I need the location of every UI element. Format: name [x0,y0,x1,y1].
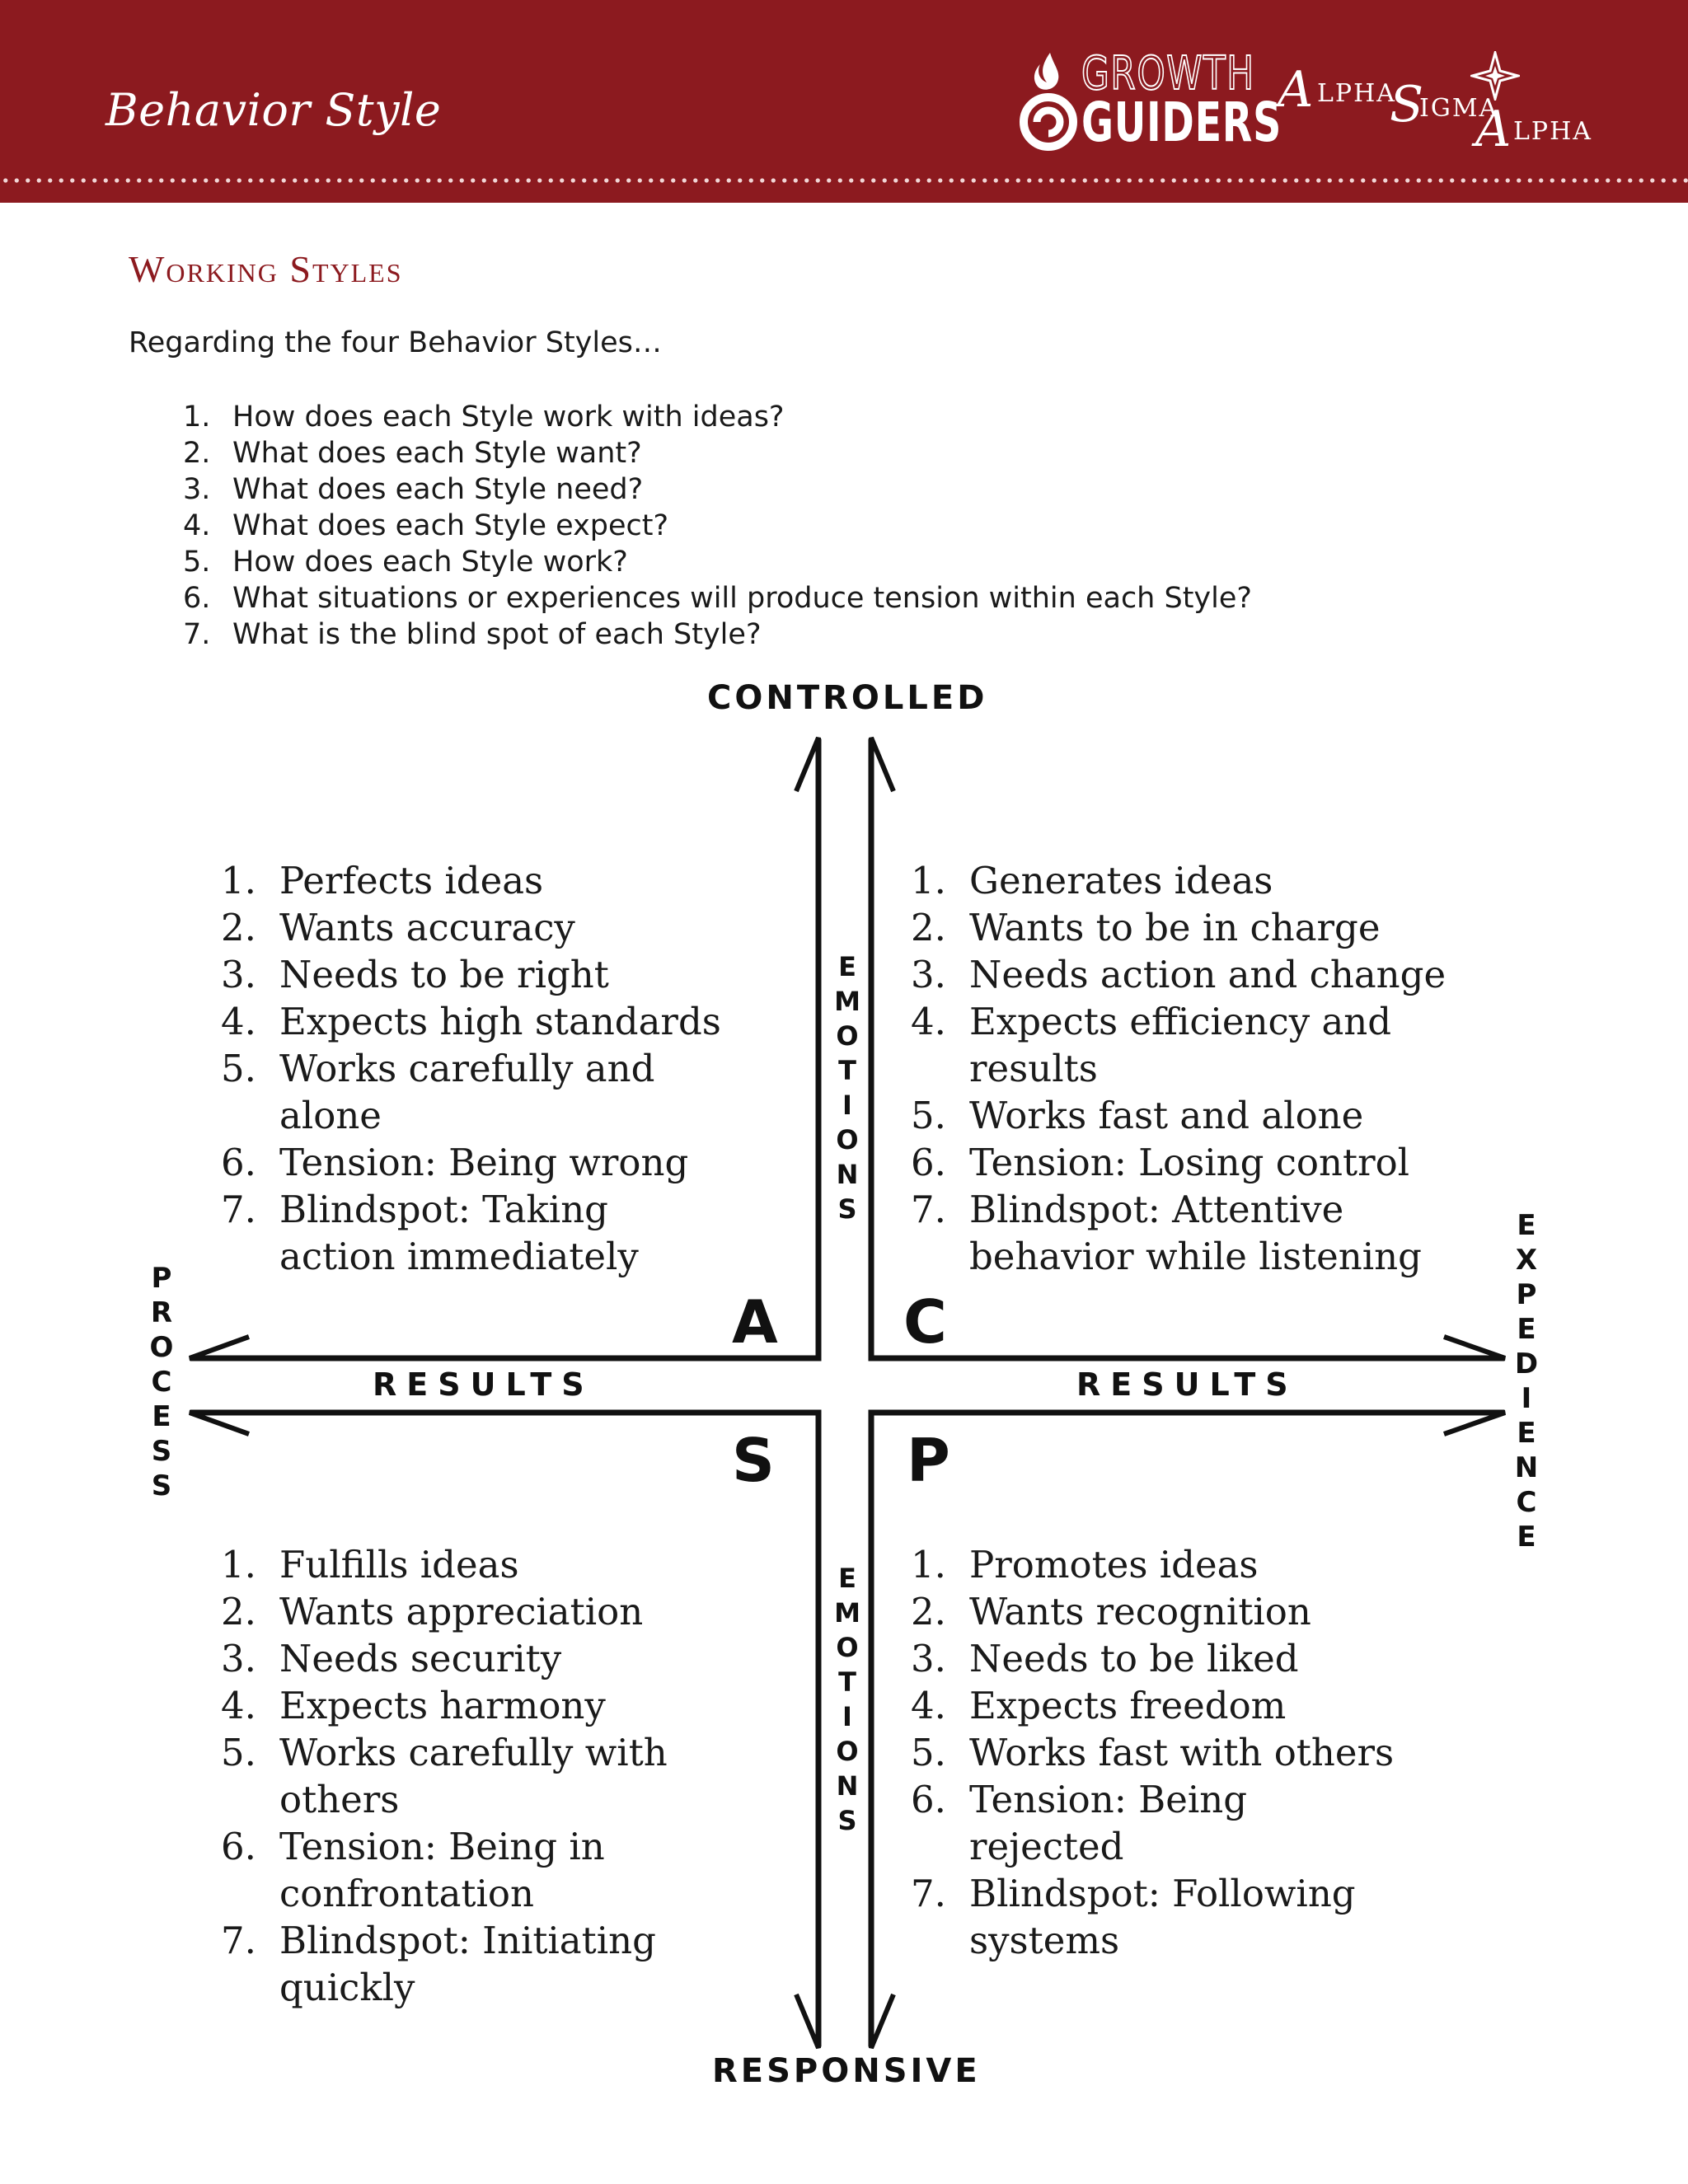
item-text: Tension: Losing control [969,1141,1410,1184]
arrowhead-top-right [871,738,893,791]
list-item [221,1045,748,1139]
emotions-letter: O [836,1632,859,1663]
expedience-letter: E [1517,1521,1536,1554]
item-text: Works carefully with others [279,1731,668,1821]
arrowhead-bottom-left [796,1994,818,2048]
arrowhead-bottom-right [871,1994,893,2048]
emotions-letter: N [836,1159,859,1190]
emotions-letter: M [834,986,860,1017]
item-text: Expects harmony [279,1684,606,1727]
item-text: Generates ideas [969,859,1273,902]
process-letter: S [151,1469,172,1502]
axis-label-emotions-top [831,949,864,1226]
item-number: 4. [221,1000,256,1043]
expedience-letter: D [1514,1347,1539,1380]
question-text: How does each Style work with ideas? [232,401,785,434]
quadrant-letter-c: C [903,1287,947,1357]
growth-guiders-logo-bottom: GUIDERS [1081,91,1282,154]
item-text: Works fast with others [969,1731,1395,1774]
quadrant-letter-a: A [732,1287,778,1357]
question-text: What does each Style need? [232,473,644,506]
item-number: 5. [911,1731,946,1774]
item-number: 3. [221,1637,256,1680]
question-number: 3. [183,473,211,506]
item-number: 2. [911,906,946,949]
emotions-letter: S [837,1805,857,1836]
item-text: Expects high standards [279,1000,721,1043]
quadrant-c-list [911,857,1504,1280]
expedience-letter: E [1517,1313,1536,1346]
item-text: Wants appreciation [279,1590,644,1633]
item-text: Perfects ideas [279,859,544,902]
list-item [221,1729,765,1823]
quadrant-letter-s: S [732,1426,775,1495]
item-number: 6. [221,1141,256,1184]
question-number: 1. [183,401,211,434]
question-number: 5. [183,546,211,579]
expedience-letter: P [1516,1278,1537,1311]
asa-logo-sigma-initial: S [1390,76,1424,134]
expedience-letter: C [1516,1486,1537,1519]
asa-logo-alpha-rest: LPHA [1317,79,1396,108]
item-number: 1. [221,859,256,902]
expedience-letter: E [1517,1417,1536,1450]
list-item [221,1682,765,1729]
emotions-letter: M [834,1597,860,1629]
item-number: 2. [221,1590,256,1633]
question-text: What situations or experiences will produce tension within each Style? [232,582,1252,615]
item-number: 6. [911,1778,946,1821]
item-number: 3. [911,953,946,996]
item-number: 2. [911,1590,946,1633]
question-text: What does each Style expect? [232,509,669,542]
item-text: Works fast and alone [969,1094,1364,1137]
item-text: Expects efficiency and results [969,1000,1392,1090]
list-item [221,1186,724,1280]
list-item [221,1541,765,1588]
list-item [911,904,1504,951]
item-number: 5. [911,1094,946,1137]
arrowhead-right-bottom [1444,1413,1505,1434]
list-item [911,1729,1504,1776]
intro-text: Regarding the four Behavior Styles… [129,326,662,359]
process-letter: E [152,1400,171,1433]
emotions-letter: S [837,1193,857,1225]
quadrant-letter-p: P [907,1426,950,1495]
axis-label-emotions-bottom [831,1561,864,1838]
item-text: Needs security [279,1637,562,1680]
question-number: 2. [183,437,211,470]
item-number: 1. [911,1543,946,1586]
section-title: Working Styles [129,248,403,290]
item-text: Blindspot: Taking action immediately [279,1188,639,1278]
list-item [221,1917,765,2011]
list-item [221,951,748,998]
quadrant-s-list [221,1541,765,2011]
question-number: 7. [183,618,211,651]
axis-label-results-left: RESULTS [373,1366,594,1403]
process-letter: P [151,1262,172,1295]
question-number: 4. [183,509,211,542]
expedience-letter: I [1521,1382,1532,1415]
item-number: 4. [221,1684,256,1727]
emotions-letter: O [836,1736,859,1767]
list-item [221,998,748,1045]
item-number: 5. [221,1047,256,1090]
axis-label-responsive: RESPONSIVE [712,2052,981,2090]
item-number: 7. [911,1188,946,1231]
asa-logo-alpha2-initial: A [1475,101,1512,158]
process-letter: S [151,1435,172,1468]
item-text: Fulfills ideas [279,1543,519,1586]
item-number: 3. [911,1637,946,1680]
item-text: Works carefully and alone [279,1047,655,1137]
list-item [221,1635,765,1682]
list-item [911,1092,1504,1139]
item-text: Tension: Being in confrontation [279,1825,605,1915]
axis-label-results-right: RESULTS [1076,1366,1298,1403]
process-letter: R [150,1296,173,1329]
list-item [911,1139,1504,1186]
asa-logo-alpha-initial: A [1278,61,1314,119]
list-item [221,1588,765,1635]
quadrant-a-list [221,857,748,1280]
expedience-letter: E [1517,1209,1536,1242]
emotions-letter: O [836,1124,859,1155]
emotions-letter: T [838,1666,856,1698]
growth-guiders-logo-top: GROWTH [1081,47,1255,101]
item-number: 3. [221,953,256,996]
process-letter: O [149,1331,174,1364]
item-number: 2. [221,906,256,949]
axis-label-expedience [1510,1208,1543,1554]
emotions-letter: I [842,1090,852,1121]
emotions-letter: T [838,1055,856,1086]
list-item [911,1635,1504,1682]
item-text: Expects freedom [969,1684,1287,1727]
item-number: 5. [221,1731,256,1774]
item-number: 6. [911,1141,946,1184]
expedience-letter: N [1514,1451,1539,1484]
process-letter: C [151,1366,172,1399]
item-number: 1. [911,859,946,902]
list-item [221,857,748,904]
question-number: 6. [183,582,211,615]
asa-logo-alpha2-rest: LPHA [1513,117,1592,146]
item-number: 6. [221,1825,256,1868]
list-item [911,951,1504,998]
item-text: Promotes ideas [969,1543,1259,1586]
item-text: Wants accuracy [279,906,575,949]
list-item [221,1139,748,1186]
emotions-letter: N [836,1770,859,1802]
item-number: 4. [911,1684,946,1727]
item-text: Wants to be in charge [969,906,1381,949]
list-item [911,1186,1464,1280]
list-item [221,1823,626,1917]
expedience-letter: X [1515,1244,1538,1277]
list-item [911,1541,1504,1588]
item-text: Needs to be liked [969,1637,1299,1680]
list-item [911,998,1504,1092]
axis-label-process [145,1261,178,1503]
item-text: Blindspot: Following systems [969,1872,1356,1962]
quadrant-p-list [911,1541,1504,1964]
list-item [911,1776,1282,1870]
arrowhead-left-top [190,1337,249,1358]
arrowhead-right-top [1444,1337,1505,1358]
item-text: Wants recognition [969,1590,1311,1633]
list-item [911,1870,1504,1964]
item-number: 1. [221,1543,256,1586]
emotions-letter: I [842,1701,852,1732]
item-text: Blindspot: Initiating quickly [279,1919,656,2009]
item-text: Needs action and change [969,953,1447,996]
list-item [911,1588,1504,1635]
item-text: Tension: Being wrong [279,1141,689,1184]
item-text: Needs to be right [279,953,609,996]
arrowhead-top-left [796,738,818,791]
item-number: 7. [911,1872,946,1915]
question-text: What is the blind spot of each Style? [232,618,762,651]
item-number: 7. [221,1188,256,1231]
asa-logo-sigma-rest: IGMA [1419,94,1499,123]
header-title: Behavior Style [106,84,442,136]
emotions-letter: E [838,951,856,982]
arrowhead-left-bottom [190,1413,249,1434]
question-text: What does each Style want? [232,437,642,470]
item-number: 4. [911,1000,946,1043]
question-text: How does each Style work? [232,546,628,579]
item-text: Tension: Being rejected [969,1778,1248,1868]
emotions-letter: E [838,1563,856,1594]
emotions-letter: O [836,1020,859,1052]
list-item [911,1682,1504,1729]
item-number: 7. [221,1919,256,1962]
axis-label-controlled: CONTROLLED [707,679,988,717]
list-item [221,904,748,951]
item-text: Blindspot: Attentive behavior while listening [969,1188,1422,1278]
list-item [911,857,1504,904]
